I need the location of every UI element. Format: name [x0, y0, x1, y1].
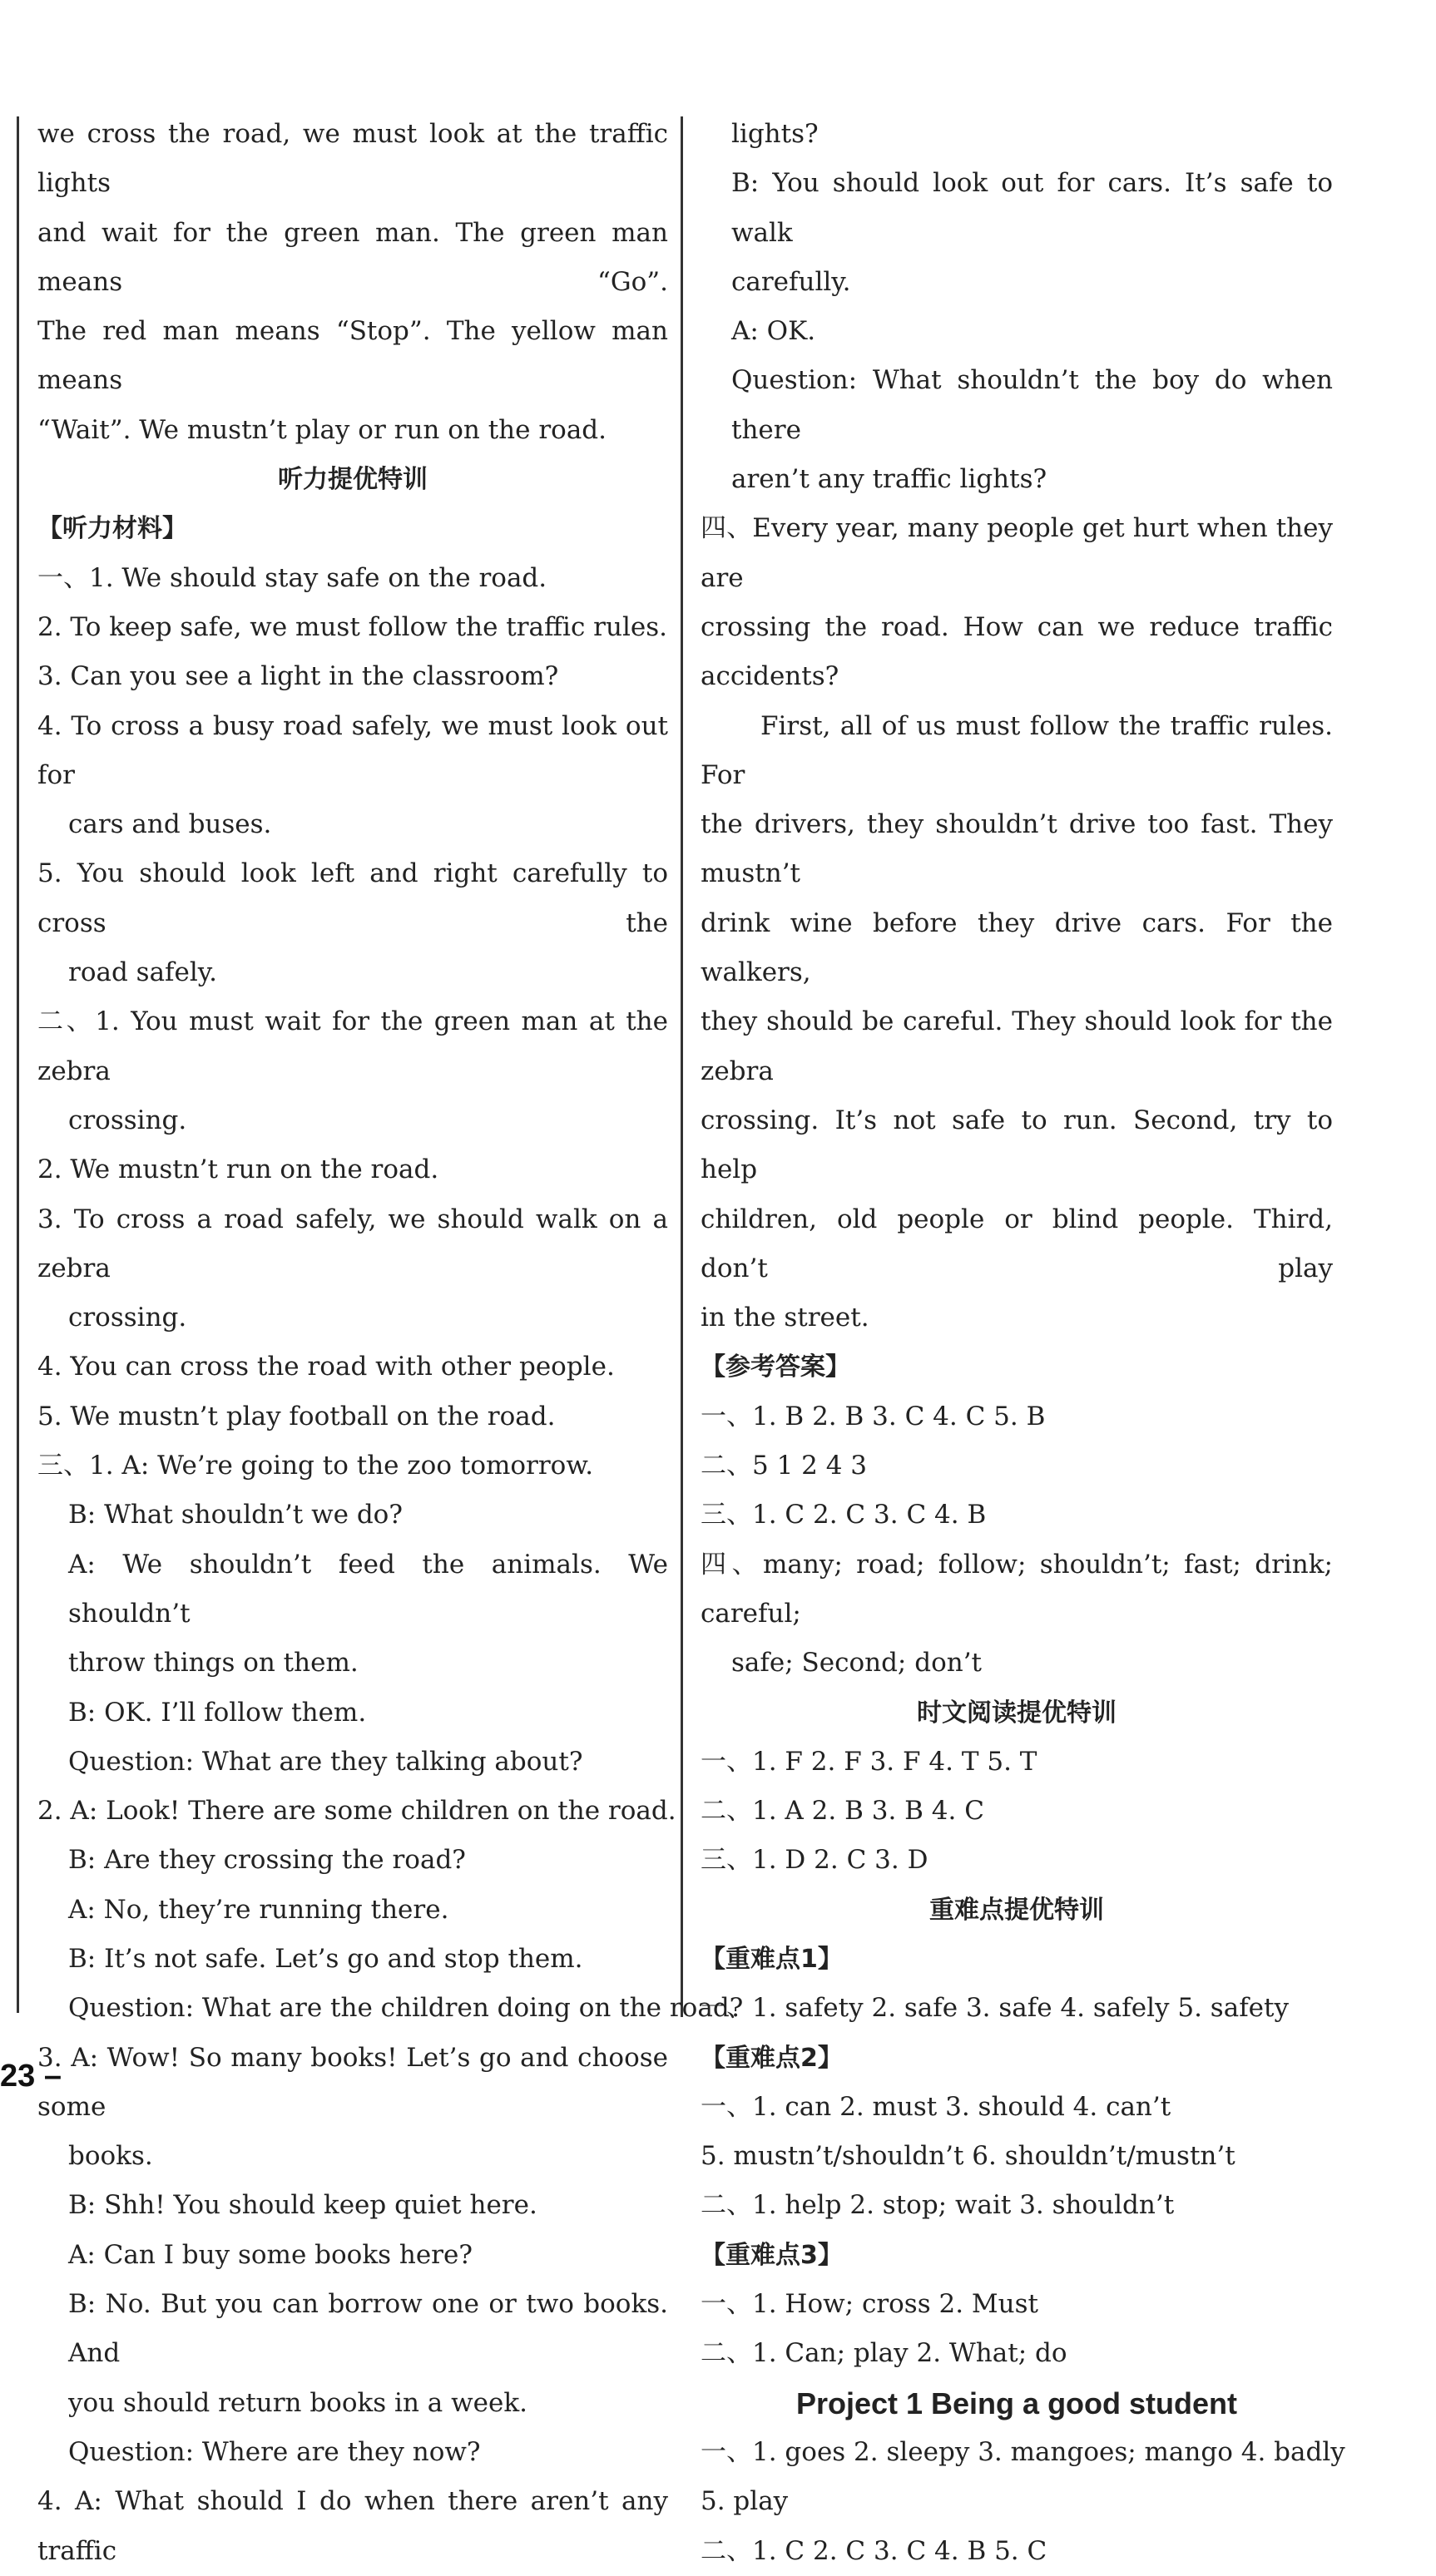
text-line: B: You should look out for cars. It’s safe to walk — [731, 168, 1333, 248]
column-divider — [681, 116, 683, 2017]
text-line: 5. You should look left and right carefully to cross the — [37, 858, 668, 938]
text-line: Question: What shouldn’t the boy do when there — [731, 365, 1333, 445]
section-heading-reading: 时文阅读提优特训 — [917, 1698, 1117, 1728]
answer-line: 三、1. D 2. C 3. D — [701, 1845, 928, 1876]
text-line: “Wait”. We mustn’t play or run on the road. — [37, 414, 607, 445]
text-line: in the street. — [701, 1303, 869, 1333]
text-line: The red man means “Stop”. The yellow man means — [37, 316, 668, 396]
key-point-1-label: 【重难点1】 — [701, 1944, 843, 1974]
text-line: 3. A: Wow! So many books! Let’s go and choose some — [37, 2042, 668, 2122]
answer-line: 二、1. C 2. C 3. C 4. B 5. C — [701, 2535, 1047, 2566]
answer-line: safe; Second; don’t — [731, 1648, 983, 1679]
text-line: 4. You can cross the road with other people. — [37, 1352, 615, 1382]
answer-line: 二、5 1 2 4 3 — [701, 1451, 868, 1481]
text-line: crossing. — [68, 1303, 187, 1333]
answer-line: 二、1. A 2. B 3. B 4. C — [701, 1796, 984, 1827]
text-line: books. — [68, 2141, 153, 2172]
text-line: 三、1. A: We’re going to the zoo tomorrow. — [37, 1451, 594, 1481]
text-line: the drivers, they shouldn’t drive too fast. They mustn’t — [701, 809, 1333, 889]
text-line: 3. To cross a road safely, we should walk on a zebra — [37, 1204, 668, 1283]
text-line: Question: What are they talking about? — [68, 1746, 583, 1777]
text-line: B: What shouldn’t we do? — [68, 1500, 403, 1530]
text-line: 5. We mustn’t play football on the road. — [37, 1401, 556, 1431]
text-line: crossing the road. How can we reduce traffic accidents? — [701, 611, 1333, 692]
answer-line: 二、1. help 2. stop; wait 3. shouldn’t — [701, 2190, 1175, 2221]
text-line: carefully. — [731, 266, 851, 297]
text-line: they should be careful. They should look for the zebra — [701, 1006, 1333, 1086]
text-line: Question: What are the children doing on the road? — [68, 1993, 744, 2024]
text-line: we cross the road, we must look at the traffic lights — [37, 119, 668, 199]
text-line: A: Can I buy some books here? — [68, 2239, 473, 2270]
text-line: B: It’s not safe. Let’s go and stop them. — [68, 1943, 583, 1974]
text-line: 四、Every year, many people get hurt when they are — [701, 513, 1333, 593]
text-line: crossing. — [68, 1105, 187, 1135]
text-line: B: Are they crossing the road? — [68, 1845, 466, 1876]
text-line: B: OK. I’ll follow them. — [68, 1697, 367, 1728]
answer-line: 一、1. can 2. must 3. should 4. can’t — [701, 2091, 1171, 2122]
text-line: throw things on them. — [68, 1648, 359, 1679]
project-title: Project 1 Being a good student — [795, 2386, 1238, 2420]
text-line: drink wine before they drive cars. For the walkers, — [701, 907, 1333, 988]
answer-line: 一、1. safety 2. safe 3. safe 4. safely 5. safety — [701, 1993, 1289, 2024]
text-line: and wait for the green man. The green man means “Go”. — [37, 217, 668, 297]
text-line: B: No. But you can borrow one or two books. And — [68, 2289, 668, 2369]
text-line: road safely. — [68, 957, 218, 988]
answer-line: 一、1. F 2. F 3. F 4. T 5. T — [701, 1746, 1037, 1777]
text-line: crossing. It’s not safe to run. Second, try to help — [701, 1105, 1333, 1185]
left-margin-rule — [17, 116, 19, 2013]
text-line: 2. To keep safe, we must follow the traffic rules. — [37, 611, 667, 642]
text-line: you should return books in a week. — [68, 2387, 527, 2418]
text-line: 3. Can you see a light in the classroom? — [37, 661, 559, 692]
text-line: lights? — [731, 119, 819, 149]
reference-answers-label: 【参考答案】 — [701, 1352, 850, 1382]
text-line: B: Shh! You should keep quiet here. — [68, 2190, 537, 2221]
answer-line: 四、many; road; follow; shouldn’t; fast; drink; careful; — [701, 1549, 1333, 1629]
text-line: A: We shouldn’t feed the animals. We shouldn’t — [68, 1549, 668, 1629]
answer-line: 一、1. How; cross 2. Must — [701, 2289, 1038, 2320]
answer-line: 二、1. Can; play 2. What; do — [701, 2338, 1067, 2369]
text-line: First, all of us must follow the traffic rules. For — [701, 710, 1333, 790]
section-heading-key-points: 重难点提优特训 — [929, 1895, 1104, 1925]
text-line: 2. We mustn’t run on the road. — [37, 1155, 439, 1185]
right-column — [701, 110, 1345, 2576]
text-line: A: OK. — [731, 316, 816, 347]
key-point-2-label: 【重难点2】 — [701, 2043, 843, 2073]
text-line: A: No, they’re running there. — [68, 1894, 449, 1925]
key-point-3-label: 【重难点3】 — [701, 2240, 843, 2270]
text-line: 二、1. You must wait for the green man at the zebra — [37, 1006, 668, 1086]
text-line: 一、1. We should stay safe on the road. — [37, 562, 547, 593]
left-column — [37, 110, 744, 2576]
page-number: 23 – — [0, 2059, 62, 2094]
text-line: children, old people or blind people. Third, don’t play — [701, 1204, 1333, 1283]
answer-line: 一、1. goes 2. sleepy 3. mangoes; mango 4. badly — [701, 2436, 1345, 2467]
answer-line: 三、1. C 2. C 3. C 4. B — [701, 1500, 987, 1530]
text-line: 4. To cross a busy road safely, we must look out for — [37, 710, 668, 790]
text-line: 2. A: Look! There are some children on the road. — [37, 1796, 676, 1827]
text-line: cars and buses. — [68, 809, 272, 840]
answer-line: 一、1. B 2. B 3. C 4. C 5. B — [701, 1401, 1046, 1431]
section-heading-listening: 听力提优特训 — [278, 465, 428, 495]
answer-line: 5. mustn’t/shouldn’t 6. shouldn’t/mustn’t — [701, 2141, 1235, 2172]
answer-line: 5. play — [701, 2486, 789, 2517]
text-line: Question: Where are they now? — [68, 2436, 481, 2467]
listening-material-label: 【听力材料】 — [37, 514, 187, 544]
text-line: 4. A: What should I do when there aren’t any traffic — [37, 2486, 668, 2566]
text-line: aren’t any traffic lights? — [731, 464, 1047, 495]
